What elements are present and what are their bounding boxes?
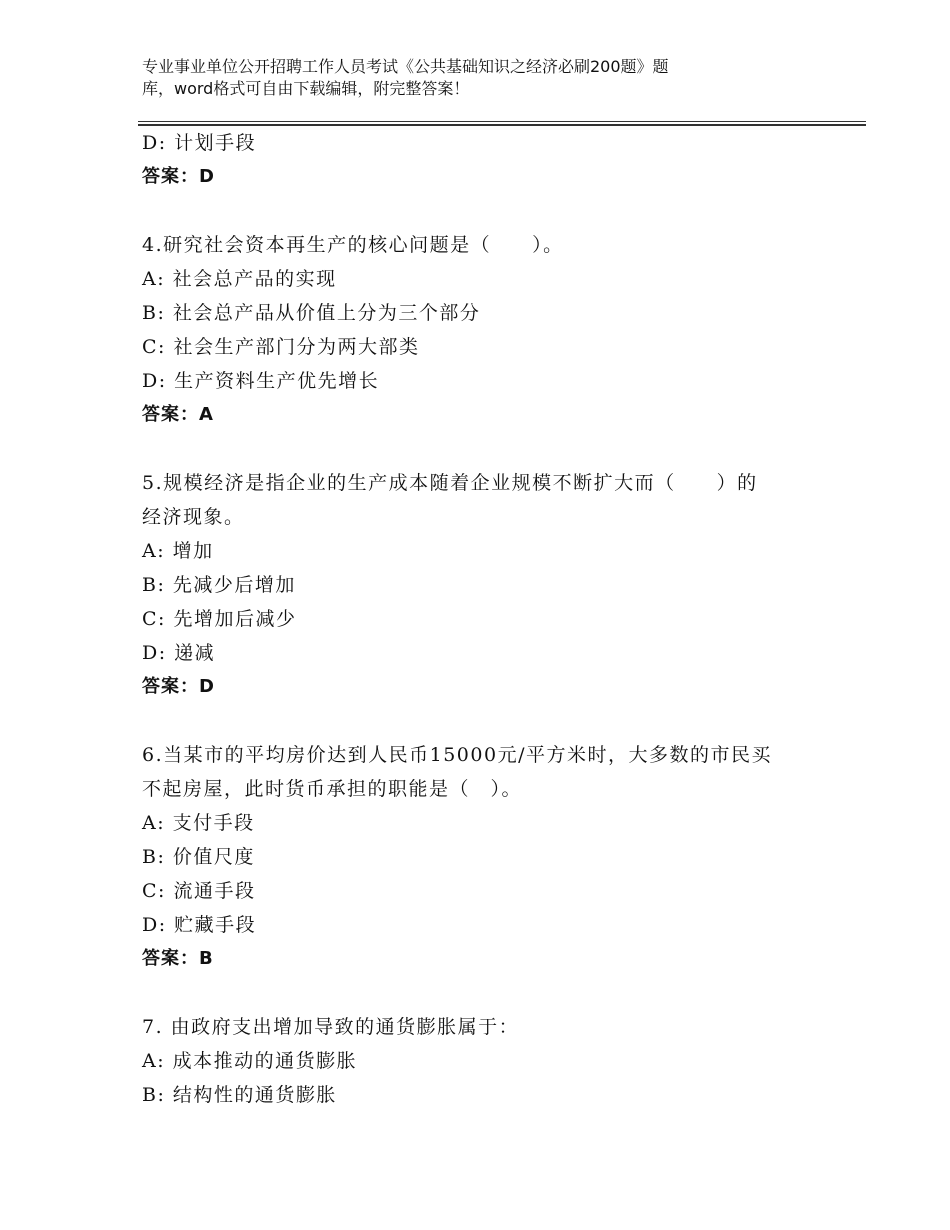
question-list xyxy=(142,126,822,1112)
question-5 xyxy=(142,466,822,704)
option-a: A: 成本推动的通货膨胀 xyxy=(142,1050,358,1072)
option-b: B: 价值尺度 xyxy=(142,846,255,868)
question-4 xyxy=(142,228,822,432)
option-d: D: 贮藏手段 xyxy=(142,914,257,936)
option-d: D: 生产资料生产优先增长 xyxy=(142,370,380,392)
header-line-2: 库，word格式可自由下载编辑，附完整答案！ xyxy=(142,79,470,98)
option-d: D: 递减 xyxy=(142,642,216,664)
question-stem: 7. 由政府支出增加导致的通货膨胀属于： xyxy=(142,1016,520,1038)
document-header xyxy=(142,56,782,100)
option-d: D: 计划手段 xyxy=(142,132,257,154)
option-c: C: 流通手段 xyxy=(142,880,256,902)
answer-line: 答案：B xyxy=(142,948,214,969)
question-stem-continued: 经济现象。 xyxy=(142,506,245,528)
option-b: B: 先减少后增加 xyxy=(142,574,296,596)
option-c: C: 社会生产部门分为两大部类 xyxy=(142,336,420,358)
question-stem: 5.规模经济是指企业的生产成本随着企业规模不断扩大而（ ）的 xyxy=(142,472,758,494)
option-a: A: 社会总产品的实现 xyxy=(142,268,337,290)
question-stem: 4.研究社会资本再生产的核心问题是（ ）。 xyxy=(142,234,564,256)
question-stem: 6.当某市的平均房价达到人民币15000元/平方米时，大多数的市民买 xyxy=(142,744,772,766)
header-line-1: 专业事业单位公开招聘工作人员考试《公共基础知识之经济必刷200题》题 xyxy=(142,57,669,76)
option-a: A: 支付手段 xyxy=(142,812,255,834)
header-rule-thin xyxy=(138,121,866,122)
answer-line: 答案：A xyxy=(142,404,214,425)
option-b: B: 社会总产品从价值上分为三个部分 xyxy=(142,302,481,324)
answer-line: 答案：D xyxy=(142,166,215,187)
answer-line: 答案：D xyxy=(142,676,215,697)
option-a: A: 增加 xyxy=(142,540,214,562)
option-c: C: 先增加后减少 xyxy=(142,608,297,630)
question-7 xyxy=(142,1010,822,1112)
option-b: B: 结构性的通货膨胀 xyxy=(142,1084,337,1106)
question-6 xyxy=(142,738,822,976)
question-stem-continued: 不起房屋，此时货币承担的职能是（ ）。 xyxy=(142,778,523,800)
